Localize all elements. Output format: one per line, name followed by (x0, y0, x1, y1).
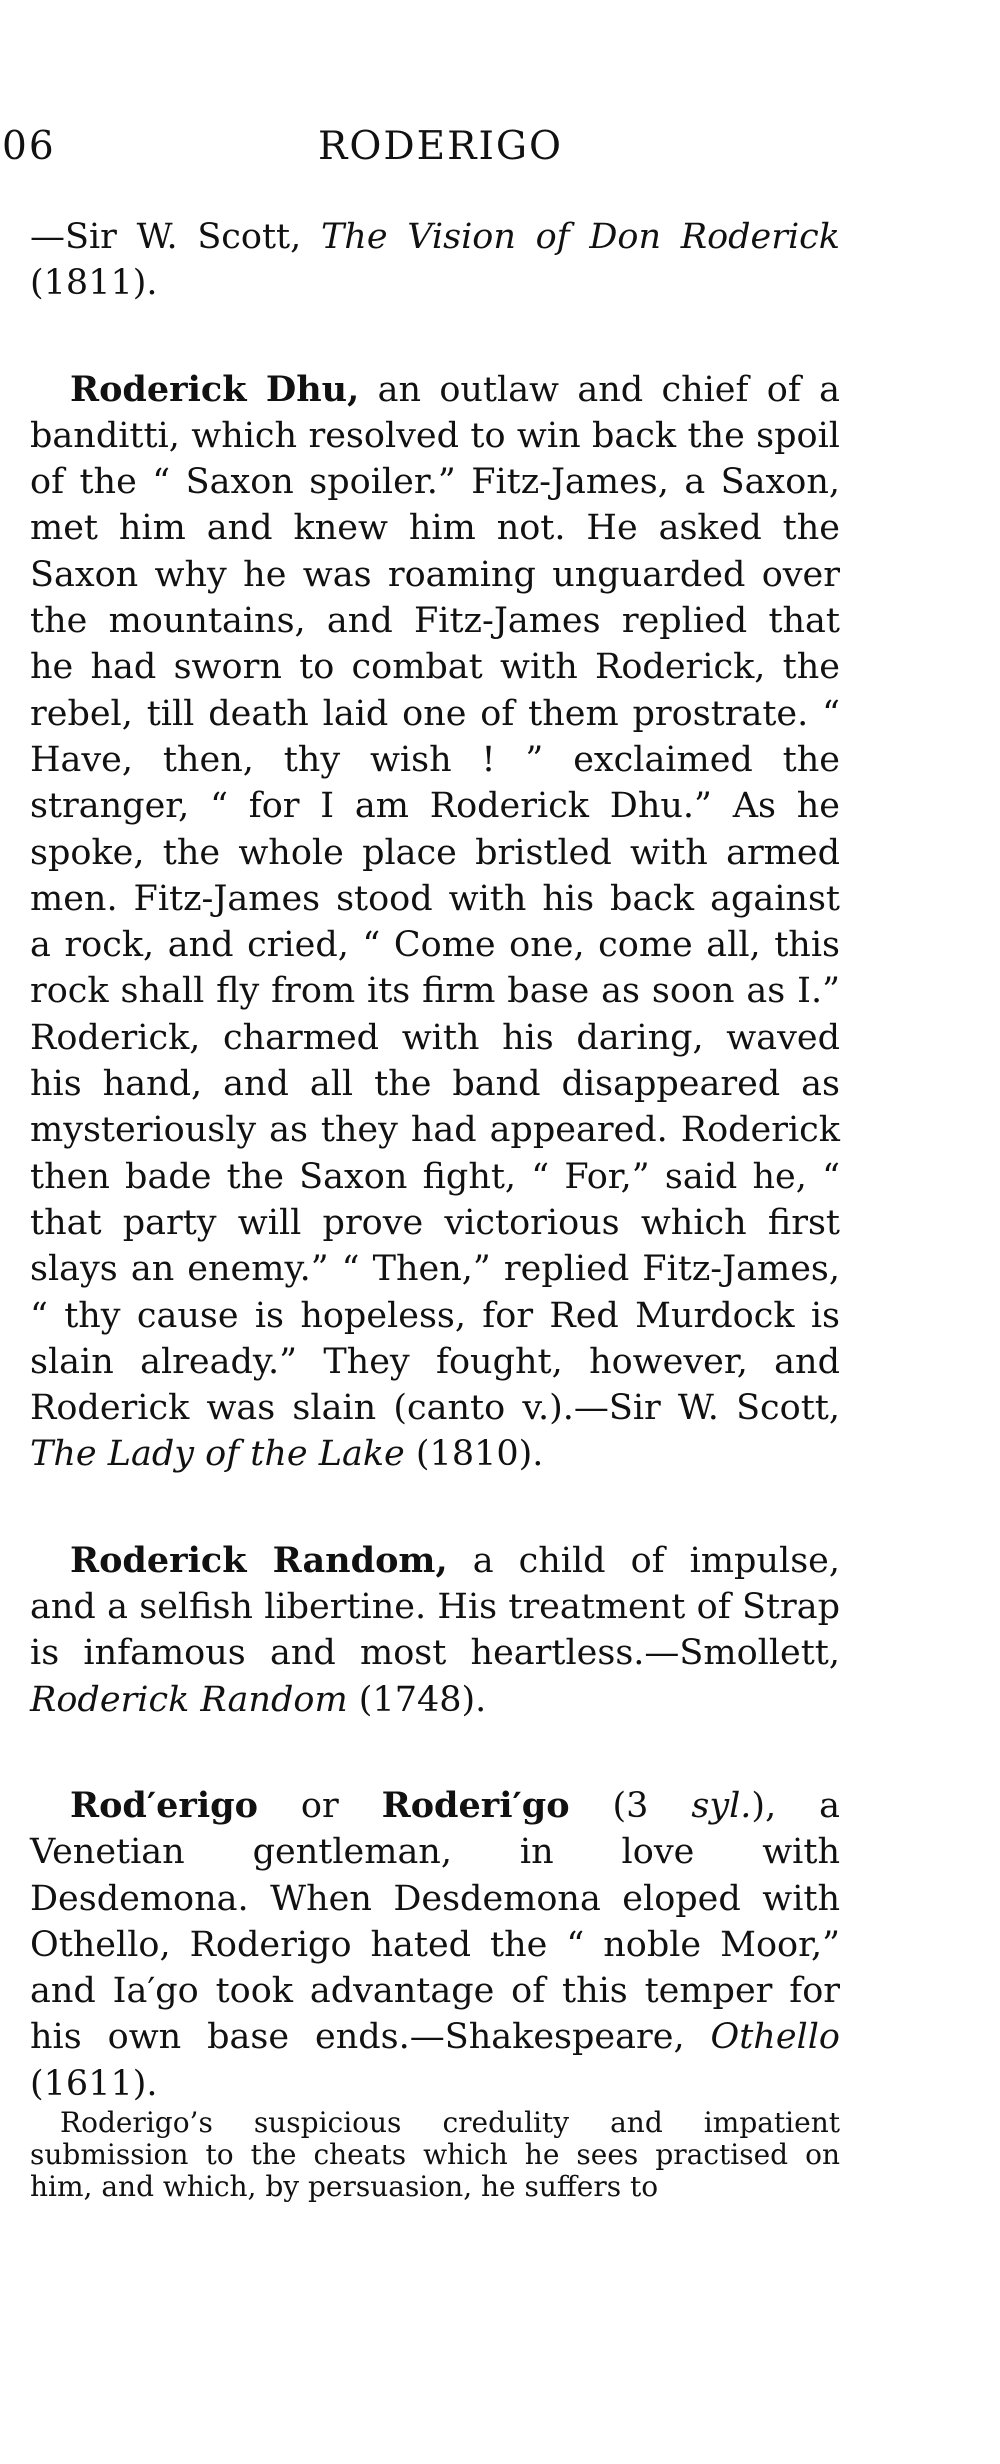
entry-roderick-random (30, 1538, 840, 1723)
entry-body: ), a Venetian gentleman, in love with Desdemona. When Desdemona eloped with Othello, Roderigo hated the “ noble Moor,” and Ia′go took advantage of this temper for his own base ends.—Shakespeare, (30, 1785, 840, 2058)
entry-roderigo (30, 1783, 840, 2107)
entry-headword: Roderick Random, (70, 1539, 448, 1581)
work-title: The Vision of Don Roderick (320, 217, 840, 257)
entry-note: Roderigo’s suspicious credulity and impatient submission to the cheats which he sees practised on him, and which, by persuasion, he suffers to (30, 2105, 840, 2203)
citation-year: (1810). (404, 1434, 544, 1475)
syllable-note: syl. (691, 1785, 752, 1826)
entry-roderick-dhu (30, 367, 840, 1478)
citation-year: (1748). (347, 1679, 487, 1720)
entry-headword: Roderick Dhu, (70, 368, 360, 410)
entry-body: or (257, 1785, 382, 1826)
work-title: The Lady of the Lake (30, 1434, 405, 1475)
running-head-title: RODERIGO (318, 124, 563, 169)
citation-text: —Sir W. Scott, (30, 217, 321, 257)
entry-continuation (30, 214, 840, 307)
page-number: 06 (2, 124, 56, 169)
citation-year: (1611). (30, 2063, 158, 2104)
entry-headword: Rod′erigo (70, 1784, 258, 1826)
work-title: Roderick Random (30, 1679, 348, 1720)
text-column (30, 214, 840, 2203)
entry-alt-headword: Roderi′go (381, 1784, 570, 1826)
entry-body: a child of impulse, and a selfish libertine. His treatment of Strap is infamous and most heartless.—Smollett, (30, 1540, 840, 1674)
running-head (0, 124, 1000, 184)
citation-year: (1811). (30, 263, 158, 304)
entry-body: (3 (569, 1785, 692, 1826)
entry-body: an outlaw and chief of a banditti, which resolved to win back the spoil of the “ Saxon spoiler.” Fitz-James, a Saxon, met him and knew him not. He asked the Saxon why he was roaming unguarded over the mountains, and Fitz-James replied that he had sworn to combat with Roderick, the rebel, till death laid one of them prostrate. “ Have, then, thy wish ! ” exclaimed the stranger, “ for I am Roderick Dhu.” As he spoke, the whole place bristled with armed men. Fitz-James stood with his back against a rock, and cried, “ Come one, come all, this rock shall fly from its firm base as soon as I.” Roderick, charmed with his daring, waved his hand, and all the band disappeared as mysteriously as they had appeared. Roderick then bade the Saxon fight, “ For,” said he, “ that party will prove victorious which first slays an enemy.” “ Then,” replied Fitz-James, “ thy cause is hopeless, for Red Murdock is slain already.” They fought, however, and Roderick was slain (canto v.).—Sir W. Scott, (30, 369, 840, 1429)
work-title: Othello (710, 2017, 840, 2058)
